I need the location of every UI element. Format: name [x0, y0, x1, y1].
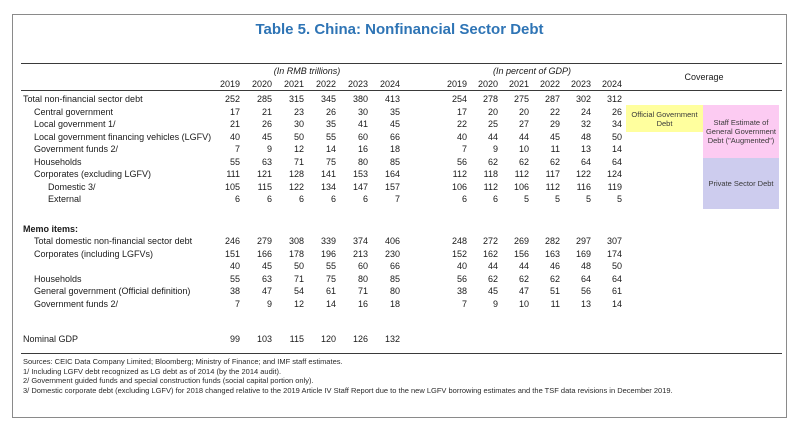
row-label: General government (Official definition)	[34, 286, 191, 297]
rmb-value-cell: 246	[224, 236, 240, 247]
rmb-value-cell: 178	[288, 248, 304, 259]
rmb-value-cell: 252	[224, 94, 240, 105]
rmb-value-cell: 7	[234, 298, 240, 309]
gdp-value-cell: 64	[611, 156, 622, 167]
rmb-value-cell: 18	[389, 298, 400, 309]
years-header-row	[21, 77, 782, 90]
gdp-value-cell: 38	[456, 286, 467, 297]
gdp-value-cell: 117	[545, 169, 560, 180]
rmb-value-cell: 63	[261, 156, 272, 167]
gdp-value-cell: 62	[518, 273, 529, 284]
gdp-value-cell: 7	[461, 298, 467, 309]
table-row	[21, 298, 782, 311]
rmb-value-cell: 147	[352, 181, 368, 192]
gdp-value-cell: 254	[451, 94, 467, 105]
gdp-value-cell: 106	[451, 181, 467, 192]
rmb-value-cell: 26	[325, 106, 336, 117]
rmb-value-cell: 60	[357, 131, 368, 142]
row-label: Total non-financial sector debt	[23, 94, 143, 105]
gdp-value-cell: 9	[492, 298, 498, 309]
rmb-value-cell: 26	[261, 119, 272, 130]
rmb-value-cell: 164	[384, 169, 400, 180]
row-label: Central government	[34, 106, 114, 117]
table-row	[21, 168, 782, 181]
rmb-value-cell: 7	[234, 144, 240, 155]
table-frame	[12, 14, 787, 418]
rmb-value-cell: 285	[256, 94, 272, 105]
rmb-value-cell: 122	[288, 181, 304, 192]
gdp-value-cell: 48	[580, 261, 591, 272]
row-label: Government funds 2/	[34, 298, 119, 309]
gdp-value-cell: 112	[483, 181, 498, 192]
rmb-value-cell: 41	[357, 119, 368, 130]
gdp-value-cell: 10	[518, 144, 529, 155]
gdp-value-cell: 124	[606, 169, 622, 180]
gdp-value-cell: 116	[576, 181, 591, 192]
gdp-value-cell: 5	[554, 194, 560, 205]
gdp-value-cell: 112	[545, 181, 560, 192]
gdp-value-cell: 119	[607, 181, 622, 192]
rmb-value-cell: 55	[229, 273, 240, 284]
rmb-value-cell: 126	[352, 334, 368, 345]
footnote-line: Sources: CEIC Data Company Limited; Bloomberg; Ministry of Finance; and IMF staff estimates.	[23, 357, 343, 366]
gdp-value-cell: 45	[487, 286, 498, 297]
rmb-value-cell: 121	[256, 169, 272, 180]
rmb-value-cell: 279	[256, 236, 272, 247]
rmb-value-cell: 9	[266, 298, 272, 309]
rmb-value-cell: 21	[261, 106, 272, 117]
rmb-value-cell: 12	[293, 298, 304, 309]
official-govt-debt-label: Official Government Debt	[631, 109, 698, 128]
rmb-value-cell: 115	[257, 181, 272, 192]
rmb-value-cell: 85	[389, 156, 400, 167]
gdp-value-cell: 64	[611, 273, 622, 284]
rmb-value-cell: 23	[293, 106, 304, 117]
rmb-value-cell: 60	[357, 261, 368, 272]
gdp-value-cell: 62	[549, 156, 560, 167]
coverage-header: Coverage	[684, 72, 724, 82]
gdp-value-cell: 14	[611, 298, 622, 309]
gdp-value-cell: 44	[518, 261, 529, 272]
rmb-value-cell: 35	[325, 119, 336, 130]
rmb-value-cell: 35	[389, 106, 400, 117]
row-label: Government funds 2/	[34, 144, 119, 155]
rmb-value-cell: 61	[325, 286, 336, 297]
gdp-units-label: (In percent of GDP)	[492, 65, 572, 76]
rmb-value-cell: 7	[394, 194, 400, 205]
gdp-value-cell: 156	[513, 248, 529, 259]
rmb-value-cell: 80	[357, 273, 368, 284]
row-label: Domestic 3/	[48, 181, 96, 192]
divider-bottom	[21, 353, 782, 354]
gdp-value-cell: 47	[518, 286, 529, 297]
year-column-header: 2019	[219, 78, 240, 89]
gdp-value-cell: 25	[487, 119, 498, 130]
rmb-value-cell: 115	[289, 334, 304, 345]
rmb-value-cell: 16	[357, 298, 368, 309]
gdp-value-cell: 6	[461, 194, 467, 205]
gdp-value-cell: 62	[549, 273, 560, 284]
rmb-value-cell: 9	[266, 144, 272, 155]
rmb-value-cell: 111	[226, 169, 240, 180]
rmb-value-cell: 374	[352, 236, 368, 247]
rmb-value-cell: 128	[288, 169, 304, 180]
table-row	[21, 273, 782, 286]
rmb-value-cell: 315	[288, 94, 304, 105]
rmb-value-cell: 153	[352, 169, 368, 180]
table-row	[21, 285, 782, 298]
rmb-value-cell: 151	[224, 248, 240, 259]
rmb-value-cell: 12	[293, 144, 304, 155]
rmb-value-cell: 18	[389, 144, 400, 155]
rmb-value-cell: 47	[261, 286, 272, 297]
gdp-value-cell: 29	[549, 119, 560, 130]
gdp-value-cell: 112	[452, 169, 467, 180]
rmb-value-cell: 80	[389, 286, 400, 297]
table-title: Table 5. China: Nonfinancial Sector Debt	[255, 21, 544, 38]
year-column-header: 2022	[539, 78, 560, 89]
rmb-value-cell: 308	[288, 236, 304, 247]
gdp-value-cell: 10	[518, 298, 529, 309]
gdp-value-cell: 44	[487, 261, 498, 272]
gdp-value-cell: 174	[606, 248, 622, 259]
rmb-value-cell: 55	[325, 261, 336, 272]
row-label: Nominal GDP	[23, 334, 79, 345]
rmb-value-cell: 85	[389, 273, 400, 284]
augmented-govt-debt-box	[703, 105, 779, 158]
table-row	[21, 333, 782, 346]
gdp-value-cell: 22	[549, 106, 560, 117]
rmb-value-cell: 413	[384, 94, 400, 105]
rmb-value-cell: 103	[256, 334, 272, 345]
rmb-value-cell: 66	[389, 261, 400, 272]
rmb-value-cell: 63	[261, 273, 272, 284]
rmb-value-cell: 6	[298, 194, 304, 205]
gdp-value-cell: 287	[544, 94, 560, 105]
gdp-value-cell: 56	[456, 273, 467, 284]
gdp-value-cell: 11	[550, 144, 560, 155]
year-column-header: 2024	[379, 78, 400, 89]
rmb-value-cell: 6	[234, 194, 240, 205]
rmb-value-cell: 6	[266, 194, 272, 205]
rmb-value-cell: 45	[261, 261, 272, 272]
gdp-value-cell: 152	[451, 248, 467, 259]
year-column-header: 2021	[508, 78, 529, 89]
gdp-value-cell: 13	[580, 298, 591, 309]
rmb-value-cell: 40	[229, 131, 240, 142]
rmb-value-cell: 105	[224, 181, 240, 192]
gdp-value-cell: 112	[514, 169, 529, 180]
rmb-value-cell: 45	[261, 131, 272, 142]
gdp-value-cell: 118	[483, 169, 498, 180]
gdp-value-cell: 11	[550, 298, 560, 309]
gdp-value-cell: 48	[580, 131, 591, 142]
rmb-value-cell: 55	[325, 131, 336, 142]
footnote-line: 2/ Government guided funds and special construction funds (social capital portion only).	[23, 376, 314, 385]
gdp-value-cell: 56	[456, 156, 467, 167]
rmb-value-cell: 14	[325, 298, 336, 309]
gdp-value-cell: 275	[513, 94, 529, 105]
gdp-value-cell: 32	[580, 119, 591, 130]
gdp-value-cell: 22	[456, 119, 467, 130]
rmb-value-cell: 50	[293, 261, 304, 272]
rmb-value-cell: 157	[384, 181, 400, 192]
row-label: Corporates (excluding LGFV)	[34, 169, 152, 180]
table-row	[21, 181, 782, 194]
gdp-value-cell: 269	[513, 236, 529, 247]
rmb-value-cell: 71	[293, 273, 304, 284]
rmb-value-cell: 120	[320, 334, 336, 345]
rmb-value-cell: 54	[293, 286, 304, 297]
gdp-value-cell: 62	[487, 273, 498, 284]
section-spacer	[21, 310, 782, 333]
rmb-value-cell: 45	[389, 119, 400, 130]
rmb-value-cell: 30	[293, 119, 304, 130]
year-column-header: 2019	[446, 78, 467, 89]
gdp-value-cell: 14	[611, 144, 622, 155]
rmb-value-cell: 380	[352, 94, 368, 105]
table-row	[21, 156, 782, 169]
rmb-value-cell: 40	[229, 261, 240, 272]
gdp-value-cell: 122	[575, 169, 591, 180]
rmb-value-cell: 21	[229, 119, 240, 130]
gdp-value-cell: 44	[518, 131, 529, 142]
gdp-value-cell: 24	[580, 106, 591, 117]
table-row	[21, 248, 782, 261]
gdp-value-cell: 9	[492, 144, 498, 155]
footnote-line: 1/ Including LGFV debt recognized as LG debt as of 2014 (by the 2014 audit).	[23, 366, 282, 376]
gdp-value-cell: 50	[611, 131, 622, 142]
gdp-value-cell: 64	[580, 156, 591, 167]
memo-rows-section	[21, 235, 782, 310]
row-label: Local government financing vehicles (LGFV)	[34, 131, 211, 142]
memo-header-label: Memo items:	[23, 223, 79, 234]
year-column-header: 2021	[283, 78, 304, 89]
year-column-header: 2020	[477, 78, 498, 89]
gdp-value-cell: 6	[492, 194, 498, 205]
gdp-value-cell: 20	[487, 106, 498, 117]
private-sector-debt-label: Private Sector Debt	[708, 179, 774, 188]
gdp-value-cell: 40	[456, 261, 467, 272]
footnote-line: 3/ Domestic corporate debt (excluding LGFV) for 2018 changed relative to the 2019 Article IV Staff Report due to the new LGFV borrowing estimates and the TSF data revisions in December 2019.	[23, 385, 673, 395]
gdp-value-cell: 27	[518, 119, 529, 130]
table-row	[21, 143, 782, 156]
gdp-value-cell: 312	[606, 94, 622, 105]
rmb-value-cell: 132	[384, 334, 400, 345]
gdp-value-cell: 5	[616, 194, 622, 205]
rmb-value-cell: 50	[293, 131, 304, 142]
gdp-value-cell: 248	[451, 236, 467, 247]
gdp-value-cell: 46	[549, 261, 560, 272]
year-column-header: 2022	[315, 78, 336, 89]
gdp-value-cell: 278	[482, 94, 498, 105]
rmb-value-cell: 345	[320, 94, 336, 105]
gdp-value-cell: 7	[461, 144, 467, 155]
gdp-value-cell: 5	[523, 194, 529, 205]
gdp-value-cell: 162	[482, 248, 498, 259]
rmb-value-cell: 6	[362, 194, 368, 205]
year-column-header: 2020	[251, 78, 272, 89]
augmented-govt-debt-label: Staff Estimate of General Government Debt ("Augmented")	[705, 118, 777, 145]
gdp-value-cell: 62	[518, 156, 529, 167]
gdp-value-cell: 5	[585, 194, 591, 205]
gdp-value-cell: 272	[482, 236, 498, 247]
gdp-value-cell: 169	[575, 248, 591, 259]
gdp-value-cell: 51	[549, 286, 560, 297]
table-row	[21, 131, 782, 144]
rmb-value-cell: 230	[384, 248, 400, 259]
row-label: Total domestic non-financial sector debt	[34, 236, 193, 247]
row-label: External	[48, 194, 82, 205]
row-label: Local government 1/	[34, 119, 116, 130]
row-label: Households	[34, 156, 82, 167]
rmb-value-cell: 71	[357, 286, 368, 297]
rmb-value-cell: 17	[229, 106, 240, 117]
rmb-value-cell: 16	[357, 144, 368, 155]
gdp-value-cell: 64	[580, 273, 591, 284]
row-label: Households	[34, 273, 82, 284]
gdp-value-cell: 56	[580, 286, 591, 297]
gdp-value-cell: 61	[611, 286, 622, 297]
rmb-value-cell: 406	[384, 236, 400, 247]
table-row	[21, 260, 782, 273]
private-sector-debt-box	[703, 158, 779, 209]
gdp-value-cell: 13	[580, 144, 591, 155]
rmb-value-cell: 6	[330, 194, 336, 205]
nominal-gdp-section	[21, 333, 782, 346]
gdp-value-cell: 302	[575, 94, 591, 105]
rmb-value-cell: 75	[325, 156, 336, 167]
rmb-value-cell: 66	[389, 131, 400, 142]
gdp-value-cell: 45	[549, 131, 560, 142]
rmb-value-cell: 75	[325, 273, 336, 284]
year-column-header: 2024	[601, 78, 622, 89]
gdp-value-cell: 106	[513, 181, 529, 192]
rmb-value-cell: 38	[229, 286, 240, 297]
rmb-value-cell: 99	[229, 334, 240, 345]
table-row	[21, 93, 782, 106]
rmb-value-cell: 134	[320, 181, 336, 192]
gdp-value-cell: 40	[456, 131, 467, 142]
gdp-value-cell: 44	[487, 131, 498, 142]
year-column-header: 2023	[570, 78, 591, 89]
gdp-value-cell: 282	[544, 236, 560, 247]
rmb-value-cell: 141	[320, 169, 336, 180]
gdp-value-cell: 26	[611, 106, 622, 117]
memo-header-row	[21, 223, 782, 236]
rmb-value-cell: 166	[256, 248, 272, 259]
table-row	[21, 193, 782, 206]
year-column-header: 2023	[347, 78, 368, 89]
rmb-value-cell: 196	[320, 248, 336, 259]
gdp-value-cell: 50	[611, 261, 622, 272]
rmb-value-cell: 14	[325, 144, 336, 155]
rmb-value-cell: 80	[357, 156, 368, 167]
section-spacer	[21, 206, 782, 223]
rmb-value-cell: 339	[320, 236, 336, 247]
divider-header	[21, 90, 782, 91]
gdp-value-cell: 34	[611, 119, 622, 130]
gdp-value-cell: 297	[575, 236, 591, 247]
row-label: Corporates (including LGFVs)	[34, 248, 154, 259]
gdp-value-cell: 20	[518, 106, 529, 117]
footnotes	[23, 357, 773, 395]
gdp-value-cell: 17	[456, 106, 467, 117]
official-govt-debt-box	[626, 105, 703, 132]
gdp-value-cell: 163	[544, 248, 560, 259]
rmb-value-cell: 213	[352, 248, 368, 259]
rmb-units-label: (In RMB trillions)	[273, 65, 341, 76]
rmb-value-cell: 30	[357, 106, 368, 117]
gdp-value-cell: 307	[606, 236, 622, 247]
table-row	[21, 235, 782, 248]
gdp-value-cell: 62	[487, 156, 498, 167]
rmb-value-cell: 71	[293, 156, 304, 167]
rmb-value-cell: 55	[229, 156, 240, 167]
